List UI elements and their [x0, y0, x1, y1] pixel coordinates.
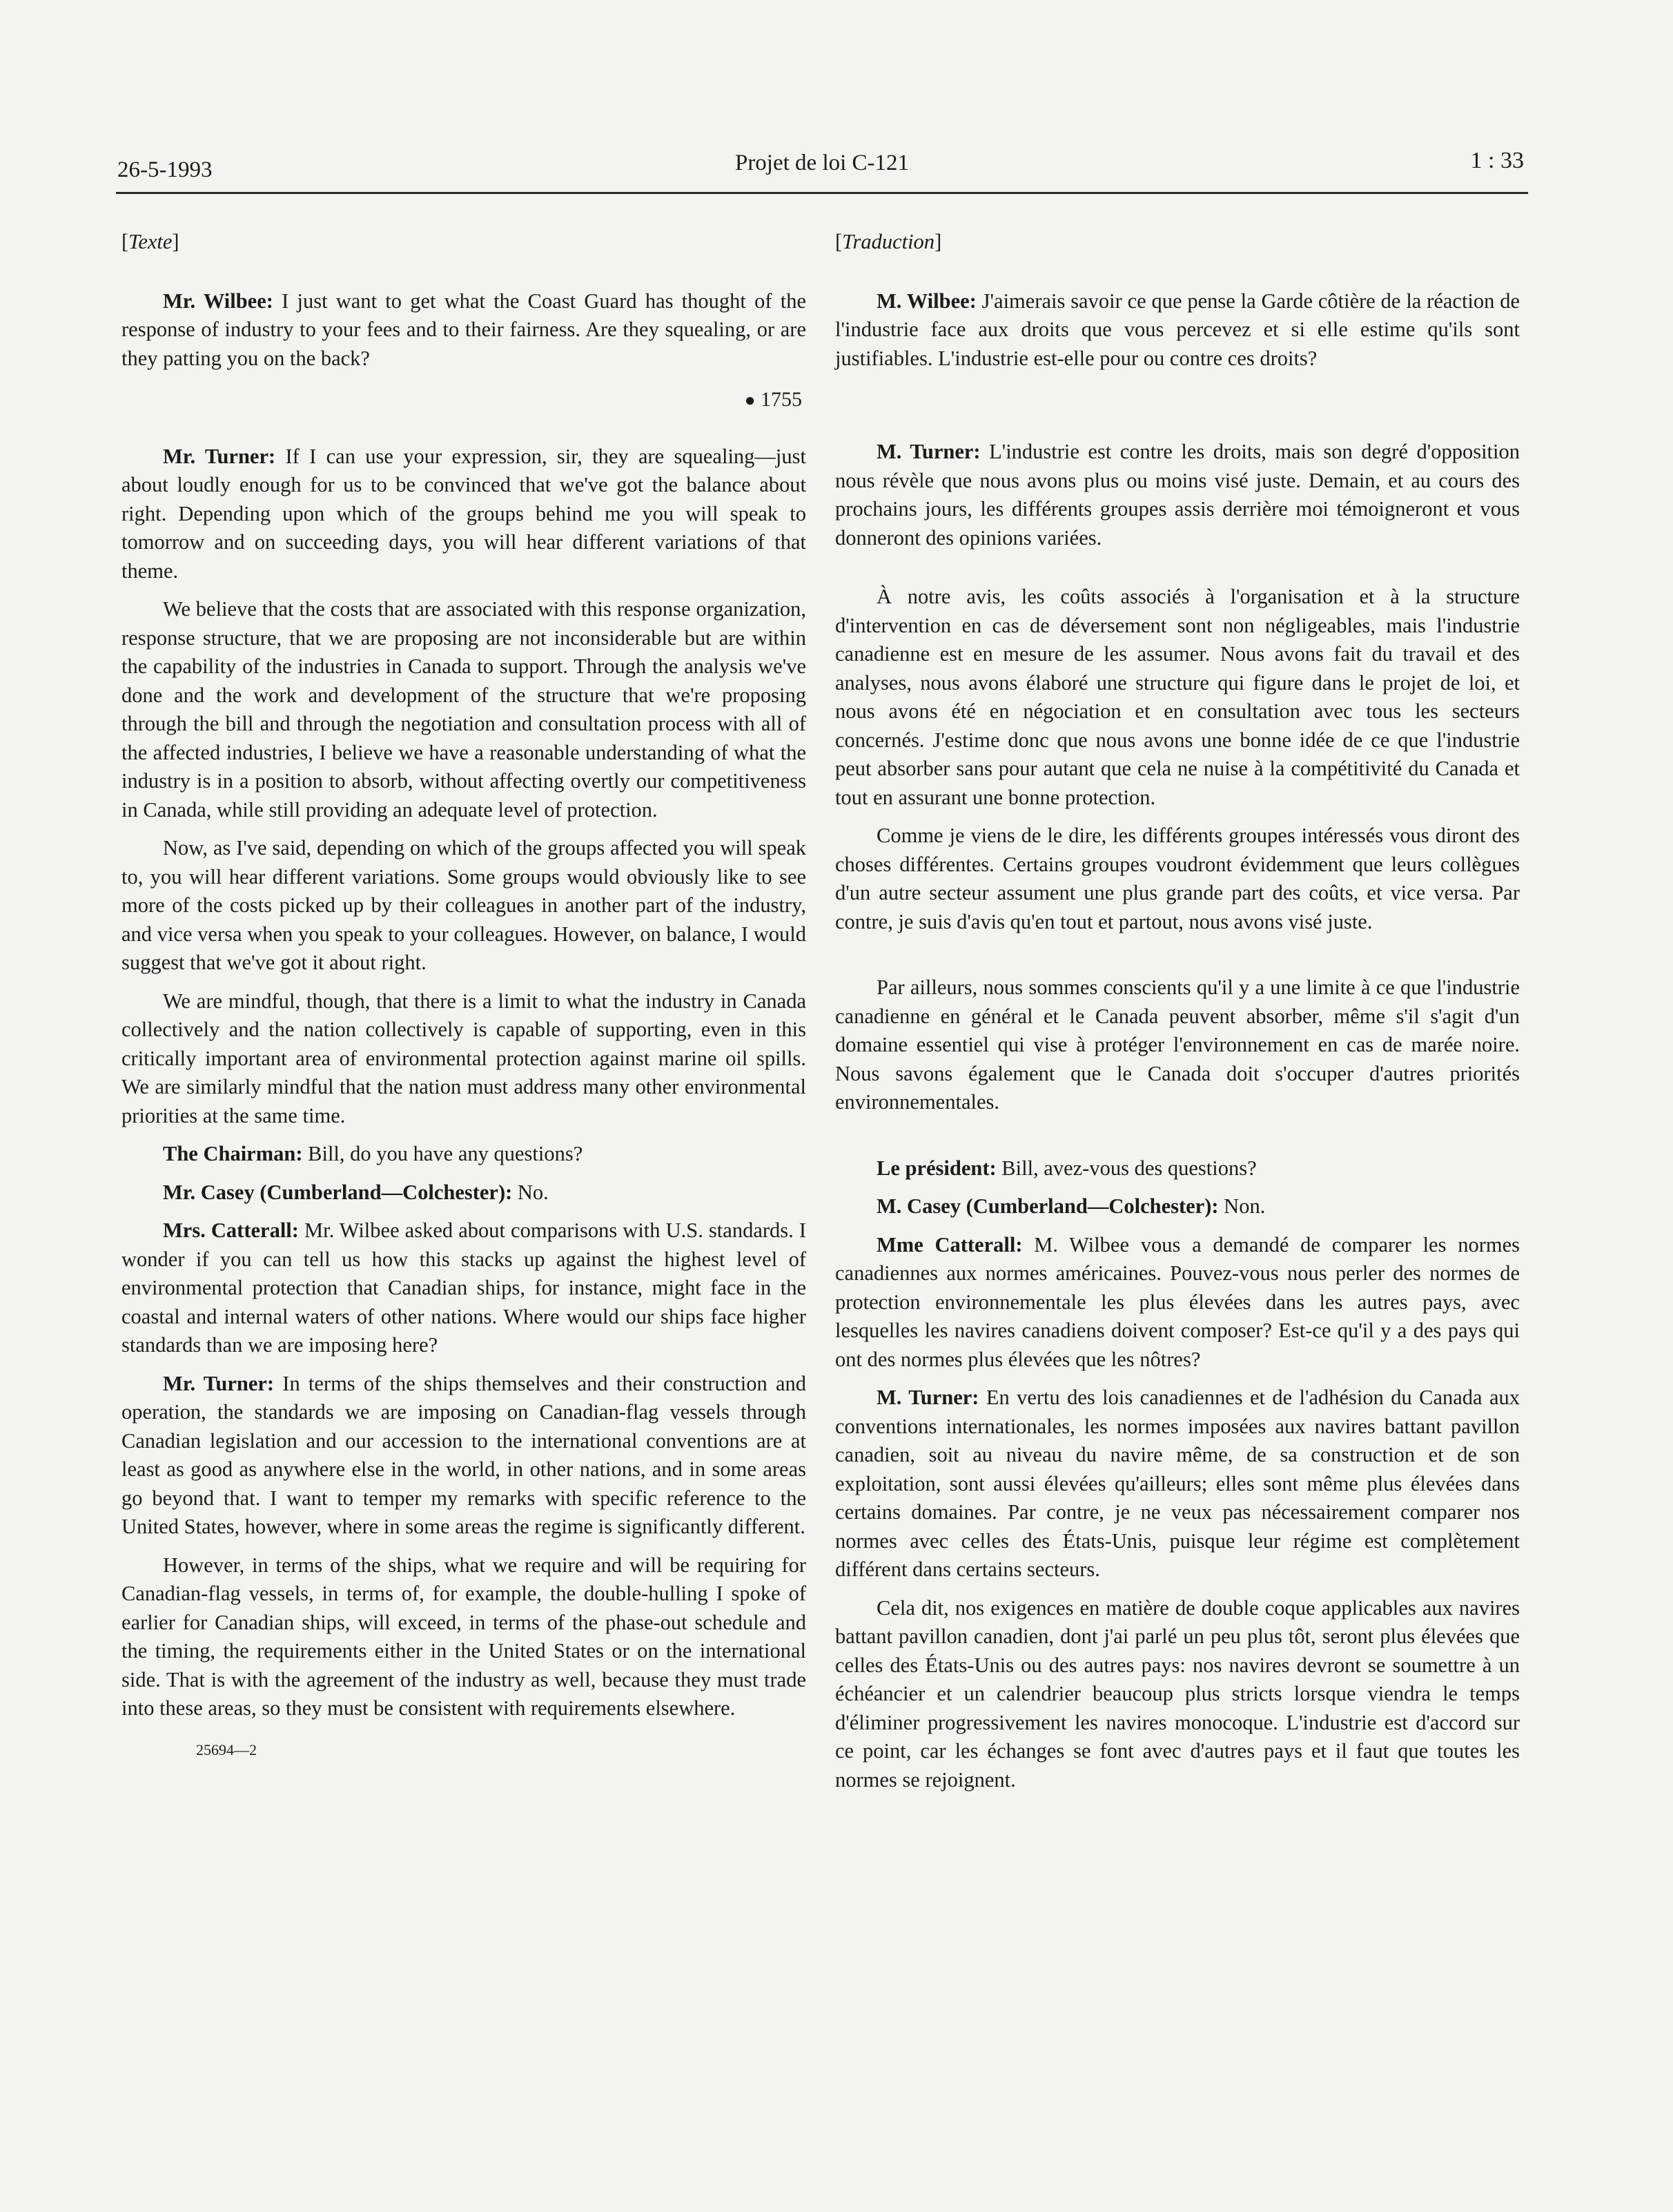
speech-text: Bill, avez-vous des questions?	[1001, 1156, 1257, 1180]
speech-text: M. Wilbee vous a demandé de comparer les normes canadiennes aux normes américaines. Pouvez-vous nous perler des normes de protection environnementale les plus élevées dans les autres pays, avec lesquelles les navires canadiens doivent composer? Est-ce qu'il y a des pays qui ont des normes plus élevées que les nôtres?	[835, 1232, 1520, 1371]
speaker-name: Mme Catterall:	[877, 1232, 1023, 1257]
footnote-code: 25694—2	[196, 1740, 257, 1758]
speaker-name: Mr. Turner:	[163, 444, 276, 468]
paragraph: We are mindful, though, that there is a limit to what the industry in Canada collectively and the nation collectively is capable of supporting, even in this critically important area of environmental protection against marine oil spills. We are similarly mindful that the nation must address many other environmental priorities at the same time.	[121, 989, 806, 1127]
page-header	[116, 144, 1528, 194]
paragraph: Comme je viens de le dire, les différents groupes intéressés vous diront des choses différentes. Certains groupes voudront évidemment que leurs collègues d'un autre secteur assument une plus grande part des coûts, et vice versa. Par contre, je suis d'avis qu'en tout et partout, nous avons visé juste.	[835, 824, 1520, 933]
paragraph	[121, 1370, 806, 1542]
language-tag: [Traduction]	[835, 230, 942, 253]
paragraph	[835, 1384, 1520, 1584]
language-tag: [Texte]	[121, 230, 179, 253]
speaker-name: M. Casey (Cumberland—Colchester):	[877, 1194, 1219, 1218]
speaker-name: Mr. Turner:	[163, 1371, 275, 1395]
paragraph: Par ailleurs, nous sommes conscients qu'il y a une limite à ce que l'industrie canadienne en général et le Canada peuvent absorber, même s'il s'agit d'un domaine essentiel qui vise à protéger l'environnement en cas de marée noire. Nous savons également que le Canada doit s'occuper d'autres priorités environnementales.	[835, 976, 1520, 1114]
paragraph	[835, 1154, 1520, 1183]
spacer	[835, 382, 1520, 410]
speaker-name: The Chairman:	[163, 1142, 303, 1165]
speech-text: J'aimerais savoir ce que pense la Garde côtière de la réaction de l'industrie face aux droits que vous percevez et si elle estime qu'ils sont justifiables. L'industrie est-elle pour ou contre ces droits?	[835, 289, 1520, 370]
speaker-name: M. Wilbee:	[877, 289, 977, 313]
header-title: Projet de loi C-121	[734, 151, 910, 175]
paragraph	[835, 287, 1520, 373]
speech-text: No.	[517, 1180, 549, 1204]
language-tag-word: Traduction	[842, 230, 935, 253]
paragraph: Now, as I've said, depending on which of the groups affected you will speak to, you will hear different variations. Some groups would obviously like to see more of the costs picked up by their colleagues in another part of the industry, and vice versa when you speak to your colleagues. However, on balance, I would suggest that we've got it about right.	[121, 836, 806, 974]
header-page-number: 1 : 33	[1470, 148, 1524, 173]
speaker-name: M. Turner:	[877, 440, 981, 463]
speech-text: Mr. Wilbee asked about comparisons with U.S. standards. I wonder if you can tell us how this stacks up against the highest level of environmental protection that Canadian ships, for instance, might face in the coastal and internal waters of other nations. Where would our ships face higher standards than we are imposing here?	[121, 1219, 806, 1357]
spacer	[835, 1127, 1520, 1154]
timestamp	[121, 385, 802, 415]
paragraph	[835, 1192, 1520, 1221]
speech-text: If I can use your expression, sir, they are squealing—just about loudly enough for us to be convinced that we've got the balance about right. Depending upon which of the groups behind me you will speak to tomorrow and on succeeding days, you will hear different variations of that theme.	[121, 444, 806, 583]
paragraph	[121, 1216, 806, 1360]
paragraph: However, in terms of the ships, what we require and will be requiring for Canadian-flag vessels, in terms of, for example, the double-hulling I spoke of earlier for Canadian ships, will exceed, in terms of the phase-out schedule and the timing, the requirements either in the United States or on the international side. That is with the agreement of the industry as well, because they must trade into these areas, so they must be consistent with requirements elsewhere.	[121, 1553, 806, 1720]
header-date: 26-5-1993	[117, 157, 213, 182]
speaker-name: Mr. Casey (Cumberland—Colchester):	[163, 1180, 513, 1204]
speaker-name: M. Turner:	[877, 1386, 979, 1409]
timestamp-value: 1755	[761, 388, 802, 411]
spacer	[835, 946, 1520, 973]
speaker-name: Mr. Wilbee:	[163, 289, 273, 313]
paragraph	[121, 287, 806, 373]
speech-text: L'industrie est contre les droits, mais son degré d'opposition nous révèle que nous avons plus ou moins visé juste. Demain, et au cours des prochains jours, les différents groupes assis derrière moi témoigneront et vous donneront des opinions variées.	[835, 440, 1520, 550]
paragraph	[121, 443, 806, 586]
french-column	[835, 228, 1520, 1804]
paragraph	[835, 438, 1520, 552]
speech-text: I just want to get what the Coast Guard has thought of the response of industry to your fees and to their fairness. Are they squealing, or are they patting you on the back?	[121, 289, 806, 370]
paragraph: À notre avis, les coûts associés à l'organisation et à la structure d'intervention en cas de déversement sont non négligeables, mais l'industrie canadienne est en mesure de les assumer. Nous avons fait du travail et des analyses, nous avons élaboré une structure qui figure dans le projet de loi, et nous avons été en négociation et en consultation avec tous les secteurs concernés. J'estime donc que nous avons une bonne idée de ce que l'industrie peut absorber sans pour autant que cela ne nuise à la compétitivité du Canada et tout en assurant une bonne protection.	[835, 585, 1520, 809]
speech-text: Bill, do you have any questions?	[308, 1142, 583, 1165]
speaker-name: Mrs. Catterall:	[163, 1219, 299, 1242]
paragraph	[835, 1231, 1520, 1375]
paragraph	[121, 1178, 806, 1207]
speaker-name: Le président:	[877, 1156, 997, 1180]
paragraph: We believe that the costs that are associated with this response organization, response structure, that we are proposing are not inconsiderable but are within the capability of the industries in Canada to support. Through the analysis we've done and the work and development of the structure that we're proposing through the bill and through the negotiation and consultation process with all of the affected industries, I believe we have a reasonable understanding of what the industry is in a position to absorb, without affecting overtly our competitiveness in Canada, while still providing an adequate level of protection.	[121, 597, 806, 822]
bullet-icon: ●	[744, 390, 756, 410]
language-tag-word: Texte	[128, 230, 173, 253]
spacer	[835, 410, 1520, 438]
speech-text: In terms of the ships themselves and their construction and operation, the standards we are imposing on Canadian-flag vessels through Canadian legislation and our accession to the international conventions are at least as good as anywhere else in the world, in other nations, and in some areas go beyond that. I want to temper my remarks with specific reference to the United States, however, where in some areas the regime is significantly different.	[121, 1371, 807, 1538]
paragraph	[121, 1140, 806, 1169]
paragraph: Cela dit, nos exigences en matière de double coque applicables aux navires battant pavillon canadien, dont j'ai parlé un peu plus tôt, seront plus élevées que celles des États-Unis ou des autres pays: nos navires devront se soumettre à un échéancier et un calendrier beaucoup plus stricts lorsque viendra le temps d'éliminer progressivement les navires monocoque. L'industrie est d'accord sur ce point, car les échanges se font avec d'autres pays et il faut que toutes les normes se rejoignent.	[835, 1595, 1520, 1792]
speech-text: En vertu des lois canadiennes et de l'adhésion du Canada aux conventions internationales, les normes imposées aux navires battant pavillon canadien, soit au niveau du navire même, de sa construction et de son exploitation, sont aussi élevées qu'ailleurs; elles sont même plus élevées dans certains domaines. Par contre, je ne veux pas nécessairement comparer nos normes avec celles des États-Unis, puisque leur régime est complètement différent dans certains secteurs.	[835, 1386, 1520, 1581]
spacer	[835, 562, 1520, 583]
speech-text: Non.	[1224, 1194, 1266, 1218]
english-column	[121, 228, 806, 1764]
